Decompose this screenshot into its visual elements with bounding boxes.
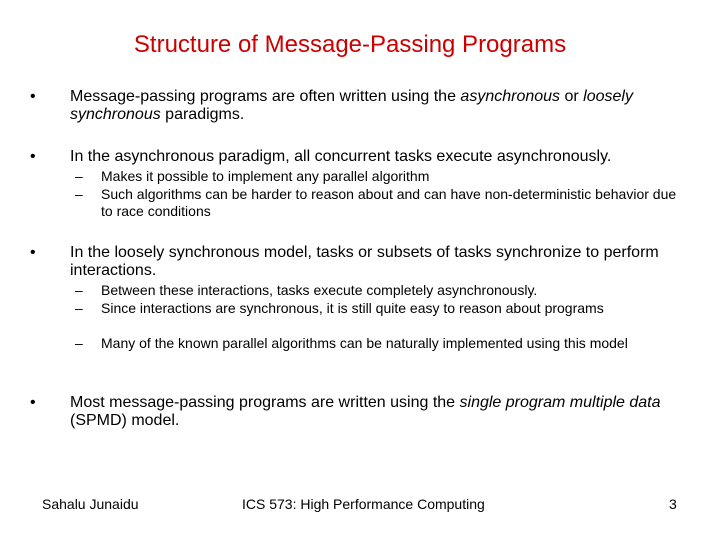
emphasis-single-program-multiple-data: single program multiple data bbox=[459, 394, 661, 411]
dash-icon: – bbox=[75, 168, 83, 184]
bullet-text: In the asynchronous paradigm, all concurrent tasks execute asynchronously. bbox=[70, 148, 612, 165]
sub-bullet-text: Many of the known parallel algorithms can be naturally implemented using this model bbox=[101, 335, 628, 351]
sub-bullet-text: Such algorithms can be harder to reason about and can have non-deterministic behavior due to race conditions bbox=[101, 186, 677, 219]
bullet-icon: • bbox=[30, 244, 36, 261]
bullet-item bbox=[30, 244, 690, 280]
slide-title: Structure of Message-Passing Programs bbox=[133, 31, 567, 58]
bullet-text: Most message-passing programs are written using the single program multiple data (SPMD) model. bbox=[70, 394, 661, 429]
footer-author: Sahalu Junaidu bbox=[42, 496, 139, 512]
sub-bullet-text: Between these interactions, tasks execute completely asynchronously. bbox=[101, 282, 538, 298]
sub-bullet-item bbox=[75, 282, 685, 299]
bullet-text: In the loosely synchronous model, tasks or subsets of tasks synchronize to perform interactions. bbox=[70, 244, 659, 279]
dash-icon: – bbox=[75, 282, 83, 298]
dash-icon: – bbox=[75, 335, 83, 351]
bullet-item bbox=[30, 148, 690, 166]
dash-icon: – bbox=[75, 186, 83, 202]
bullet-icon: • bbox=[30, 88, 36, 105]
sub-bullet-item bbox=[75, 168, 685, 185]
footer-course: ICS 573: High Performance Computing bbox=[242, 496, 485, 512]
dash-icon: – bbox=[75, 300, 83, 316]
sub-bullet-text: Makes it possible to implement any parallel algorithm bbox=[101, 168, 430, 184]
bullet-icon: • bbox=[30, 394, 36, 411]
emphasis-loosely-synchronous: loosely synchronous bbox=[70, 88, 633, 123]
bullet-icon: • bbox=[30, 148, 36, 165]
bullet-item bbox=[30, 88, 690, 124]
sub-bullet-item bbox=[75, 300, 685, 317]
bullet-item bbox=[30, 394, 690, 430]
bullet-text: Message-passing programs are often written using the asynchronous or loosely synchronous paradigms. bbox=[70, 88, 633, 123]
emphasis-asynchronous: asynchronous bbox=[460, 88, 561, 105]
sub-bullet-item bbox=[75, 186, 685, 220]
sub-bullet-item bbox=[75, 335, 685, 352]
sub-bullet-text: Since interactions are synchronous, it is still quite easy to reason about programs bbox=[101, 300, 604, 316]
footer-page-number: 3 bbox=[669, 496, 677, 512]
